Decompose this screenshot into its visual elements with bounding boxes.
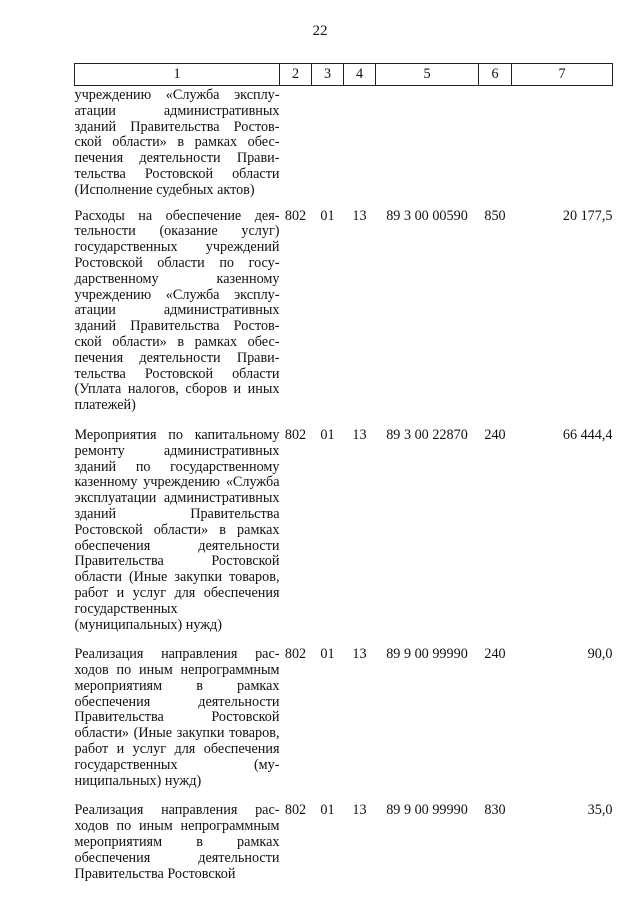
header-col-7: 7 — [512, 64, 613, 86]
row-ministry-code: 802 — [284, 426, 307, 443]
row-description: Мероприятия по капитальному ремонту административных зданий по государственному казенному учреждению «Служба эксплуатации административных зданий Правительства Ростовской области» в рамках обеспечения деятельности Правительства Ростовской области (Иные закупки товаров, работ и услуг для обеспечения государственных (муниципальных) нужд) — [74, 426, 280, 633]
header-col-3: 3 — [312, 64, 344, 86]
row-amount: 90,0 — [587, 646, 613, 663]
table-row — [75, 428, 613, 647]
row-ministry-code: 802 — [284, 646, 307, 663]
row-subsection-code: 13 — [352, 426, 367, 443]
header-col-1: 1 — [75, 64, 280, 86]
row-description: Реализация направления расходов по иным непрограммным мероприятиям в рамках обеспечения деятельности Правительства Ростовской — [74, 802, 280, 882]
table-row — [75, 803, 613, 882]
row-target-article — [376, 86, 479, 209]
row-target-article: 89 3 00 22870 — [386, 426, 468, 443]
row-section-code: 01 — [320, 426, 335, 443]
row-section-code: 01 — [320, 207, 335, 224]
row-section-code: 01 — [320, 646, 335, 663]
row-description: Расходы на обеспечение деятельности (оказание услуг) государственных учреждений Ростовской области по государственному казенному учреждению «Служба эксплуатации административных зданий Правительства Ростовской области» в рамках обеспечения деятельности Правительства Ростовской области (Уплата налогов, сборов и иных платежей) — [74, 207, 280, 414]
row-ministry-code — [280, 86, 312, 209]
row-amount: 20 177,5 — [562, 207, 613, 224]
row-target-article: 89 9 00 99990 — [386, 802, 468, 819]
row-expense-type: 240 — [484, 646, 506, 663]
row-target-article: 89 3 00 00590 — [386, 207, 468, 224]
table-row — [75, 209, 613, 428]
row-amount: 35,0 — [587, 802, 613, 819]
row-expense-type — [479, 86, 512, 209]
header-col-5: 5 — [376, 64, 479, 86]
row-expense-type: 240 — [484, 426, 506, 443]
row-ministry-code: 802 — [284, 207, 307, 224]
row-ministry-code: 802 — [284, 802, 307, 819]
row-subsection-code: 13 — [352, 646, 367, 663]
row-subsection-code — [344, 86, 376, 209]
budget-table — [74, 63, 613, 882]
page-number: 22 — [312, 23, 328, 39]
row-amount: 66 444,4 — [562, 426, 613, 443]
row-amount — [512, 86, 613, 209]
table-row — [75, 86, 613, 209]
header-col-4: 4 — [344, 64, 376, 86]
row-expense-type: 830 — [484, 802, 506, 819]
table-row — [75, 647, 613, 803]
row-subsection-code: 13 — [352, 802, 367, 819]
header-col-6: 6 — [479, 64, 512, 86]
row-section-code: 01 — [320, 802, 335, 819]
table-header-row — [75, 64, 613, 86]
row-target-article: 89 9 00 99990 — [386, 646, 468, 663]
row-description: Реализация направления расходов по иным непрограммным мероприятиям в рамках обеспечения деятельности Правительства Ростовской области» (Иные закупки товаров, работ и услуг для обеспечения государственных (муниципальных) нужд) — [74, 646, 280, 789]
row-expense-type: 850 — [484, 207, 506, 224]
header-col-2: 2 — [280, 64, 312, 86]
row-section-code — [312, 86, 344, 209]
row-subsection-code: 13 — [352, 207, 367, 224]
row-description: учреждению «Служба эксплуатации административных зданий Правительства Ростовской области» в рамках обеспечения деятельности Правительства Ростовской области (Исполнение судебных актов) — [74, 87, 280, 198]
